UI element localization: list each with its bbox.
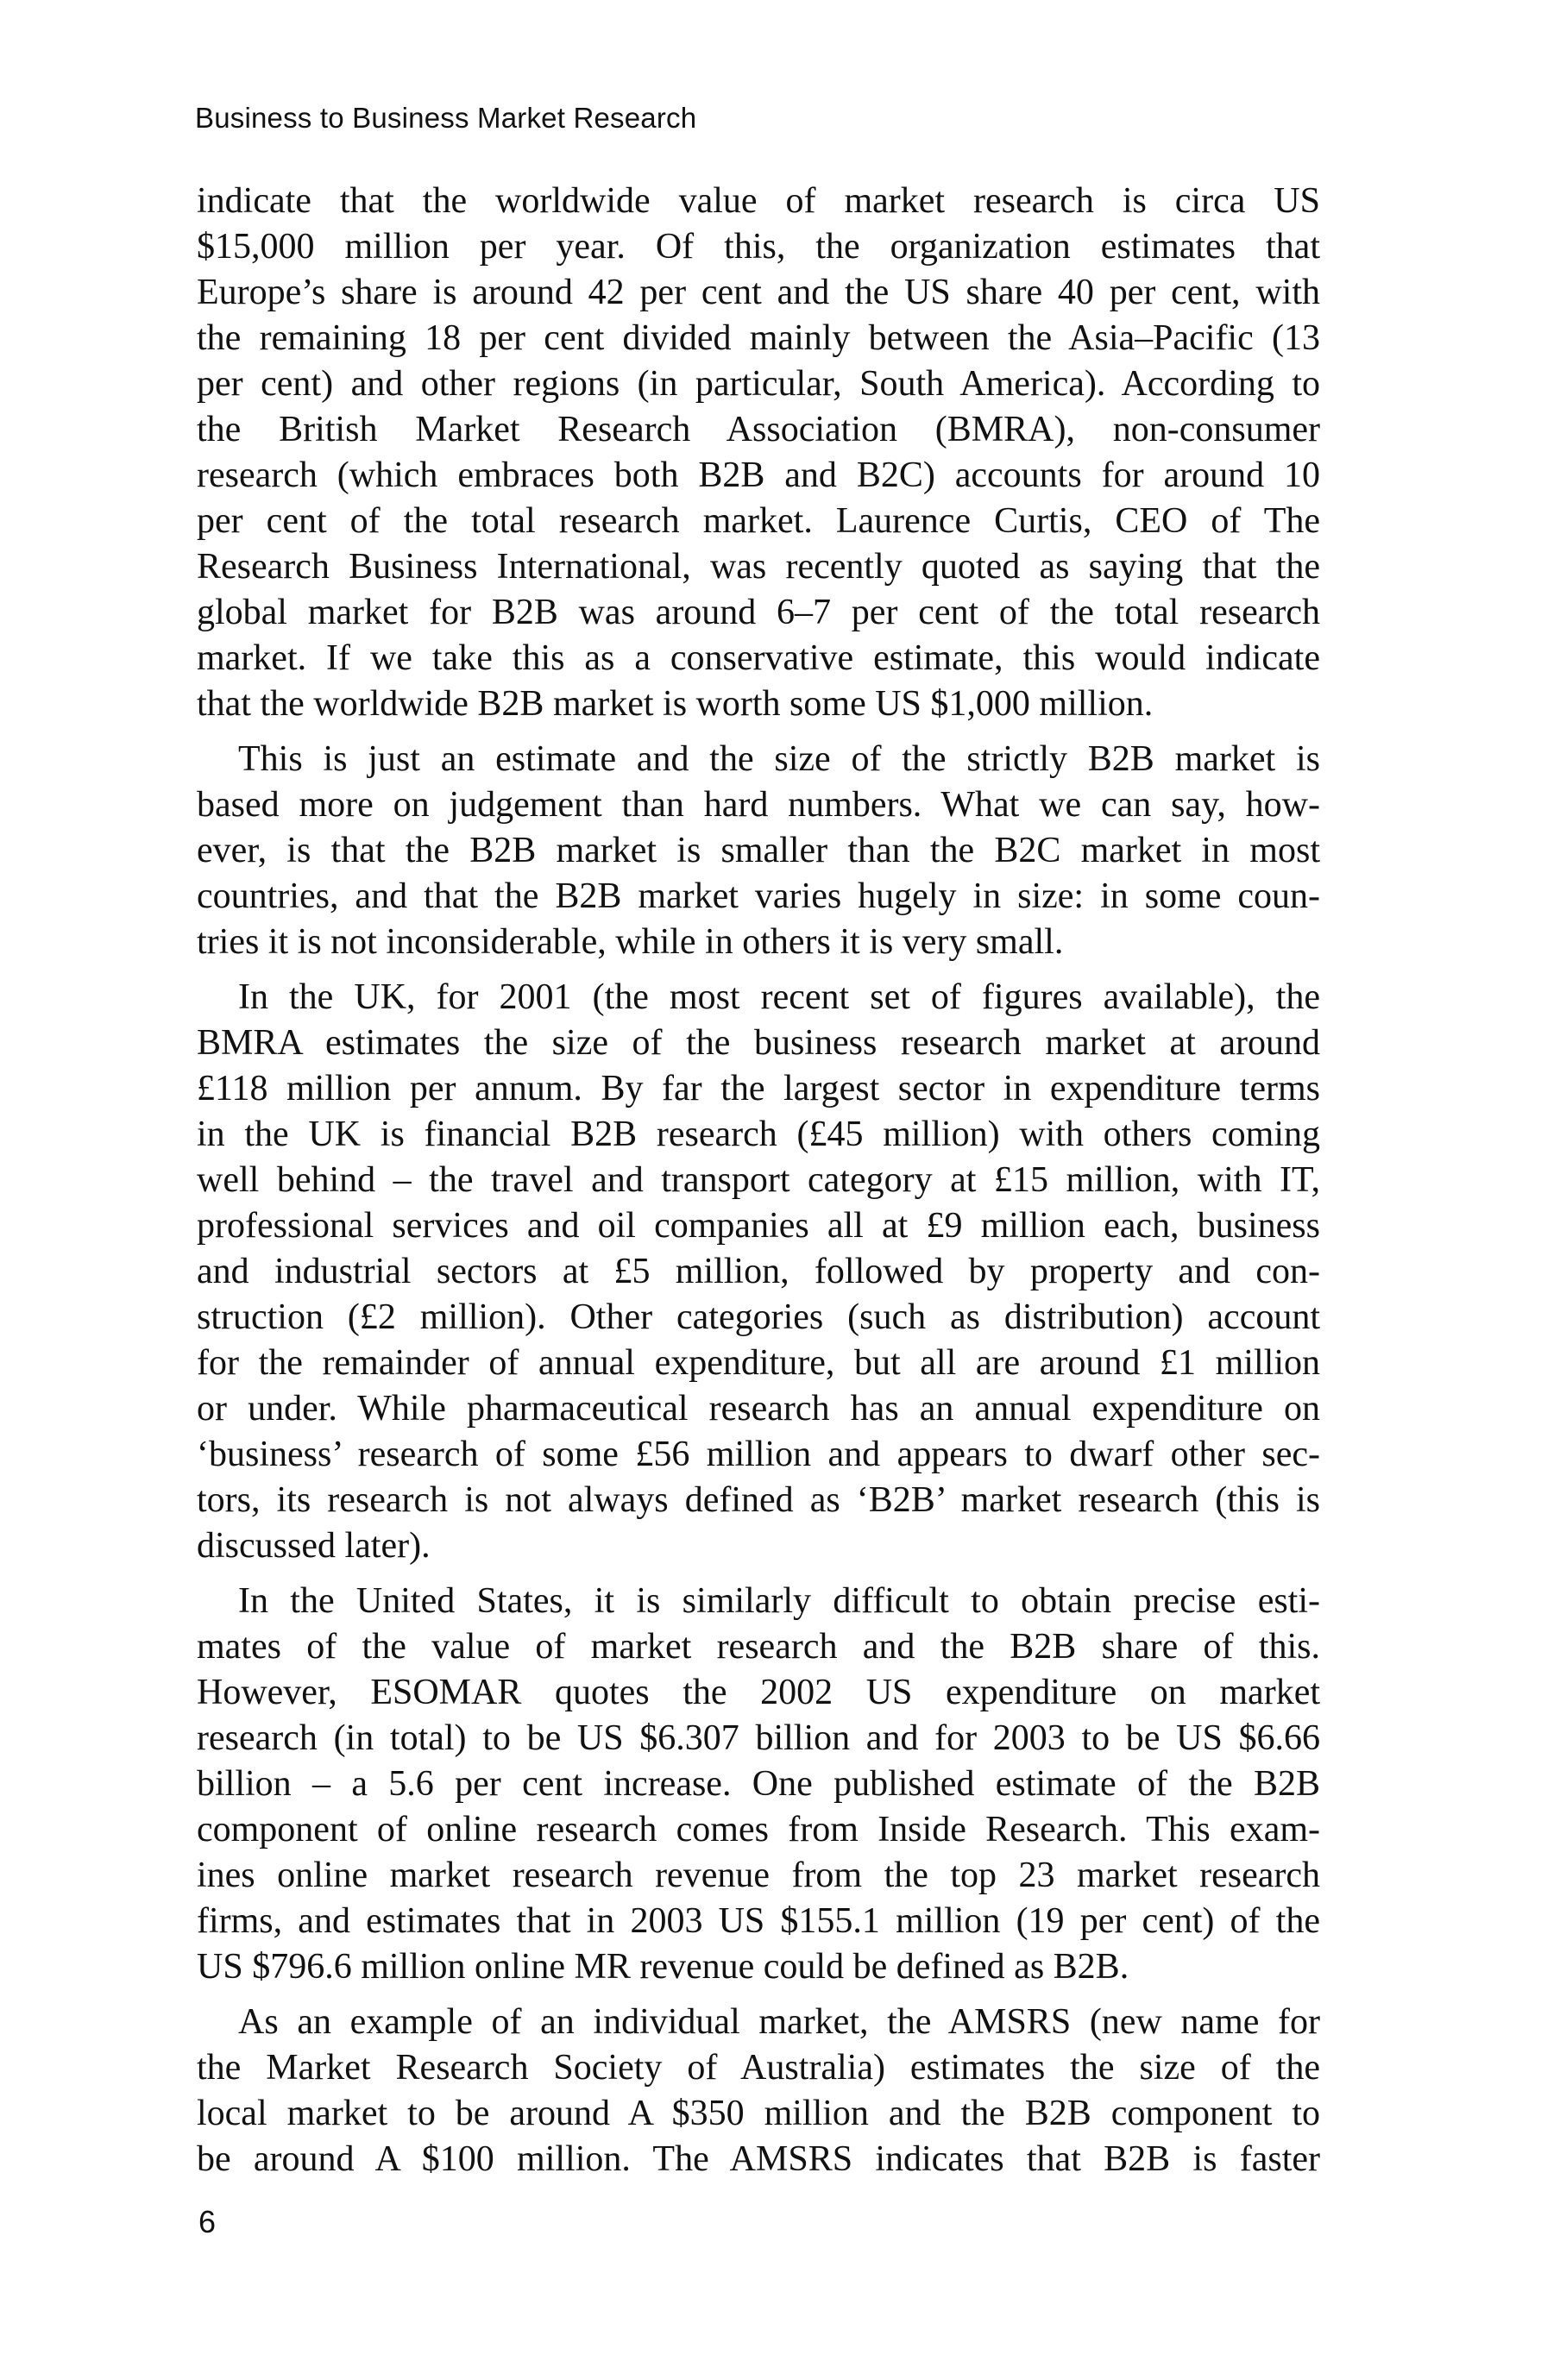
text-line: BMRA estimates the size of the business research market at around [197, 1023, 1320, 1063]
text-line: billion – a 5.6 per cent increase. One published estimate of the B2B [197, 1764, 1320, 1804]
text-line: and industrial sectors at £5 million, followed by property and con- [197, 1252, 1320, 1291]
text-line: based more on judgement than hard numbers. What we can say, how- [197, 785, 1320, 825]
paragraph [197, 737, 1320, 965]
text-line: US $796.6 million online MR revenue could be defined as B2B. [197, 1947, 1129, 1987]
text-line: £118 million per annum. By far the largest sector in expenditure terms [197, 1069, 1320, 1108]
text-line: that the worldwide B2B market is worth some US $1,000 million. [197, 684, 1154, 724]
text-line: Research Business International, was recently quoted as saying that the [197, 547, 1320, 587]
text-line: well behind – the travel and transport category at £15 million, with IT, [197, 1160, 1320, 1200]
text-line: As an example of an individual market, the AMSRS (new name for [238, 2002, 1320, 2042]
text-line: indicate that the worldwide value of market research is circa US [197, 181, 1320, 221]
text-line: component of online research comes from Inside Research. This exam- [197, 1810, 1320, 1849]
text-line: research (which embraces both B2B and B2C) accounts for around 10 [197, 455, 1320, 495]
text-line: or under. While pharmaceutical research has an annual expenditure on [197, 1389, 1320, 1429]
text-line: be around A $100 million. The AMSRS indicates that B2B is faster [197, 2139, 1320, 2179]
text-line: firms, and estimates that in 2003 US $155.1 million (19 per cent) of the [197, 1901, 1320, 1941]
text-line: research (in total) to be US $6.307 billion and for 2003 to be US $6.66 [197, 1718, 1320, 1758]
paragraph [197, 1579, 1320, 1990]
text-line: tries it is not inconsiderable, while in others it is very small. [197, 922, 1064, 962]
text-line: struction (£2 million). Other categories (such as distribution) account [197, 1297, 1320, 1337]
text-line: local market to be around A $350 million and the B2B component to [197, 2094, 1320, 2133]
text-line: ever, is that the B2B market is smaller than the B2C market in most [197, 831, 1320, 870]
text-line: $15,000 million per year. Of this, the organization estimates that [197, 227, 1320, 267]
page-number: 6 [198, 2204, 217, 2239]
text-line: the British Market Research Association (BMRA), non-consumer [197, 410, 1320, 449]
text-line: global market for B2B was around 6–7 per cent of the total research [197, 593, 1320, 632]
text-line: Europe’s share is around 42 per cent and the US share 40 per cent, with [197, 273, 1320, 312]
text-line: This is just an estimate and the size of the strictly B2B market is [238, 739, 1320, 779]
text-line: market. If we take this as a conservative estimate, this would indicate [197, 638, 1320, 678]
running-header: Business to Business Market Research [195, 102, 697, 134]
text-line: tors, its research is not always defined as ‘B2B’ market research (this is [197, 1480, 1320, 1520]
text-line: professional services and oil companies all at £9 million each, business [197, 1206, 1320, 1246]
text-line: In the UK, for 2001 (the most recent set of figures available), the [238, 977, 1320, 1017]
text-line: However, ESOMAR quotes the 2002 US expenditure on market [197, 1673, 1320, 1712]
text-line: ‘business’ research of some £56 million and appears to dwarf other sec- [197, 1435, 1320, 1474]
text-line: in the UK is financial B2B research (£45 million) with others coming [197, 1115, 1320, 1154]
text-line: discussed later). [197, 1526, 431, 1566]
text-line: for the remainder of annual expenditure, but all are around £1 million [197, 1343, 1320, 1383]
text-line: countries, and that the B2B market varies hugely in size: in some coun- [197, 876, 1320, 916]
text-line: per cent of the total research market. Laurence Curtis, CEO of The [197, 501, 1320, 541]
paragraph [197, 2000, 1320, 2182]
paragraph [197, 975, 1320, 1569]
text-line: In the United States, it is similarly difficult to obtain precise esti- [238, 1581, 1320, 1621]
text-line: per cent) and other regions (in particular, South America). According to [197, 364, 1320, 404]
text-line: the remaining 18 per cent divided mainly between the Asia–Pacific (13 [197, 318, 1320, 358]
text-line: ines online market research revenue from the top 23 market research [197, 1856, 1320, 1895]
text-line: mates of the value of market research and the B2B share of this. [197, 1627, 1320, 1667]
paragraph [197, 179, 1320, 727]
text-line: the Market Research Society of Australia) estimates the size of the [197, 2048, 1320, 2088]
body-text [197, 179, 1320, 2192]
